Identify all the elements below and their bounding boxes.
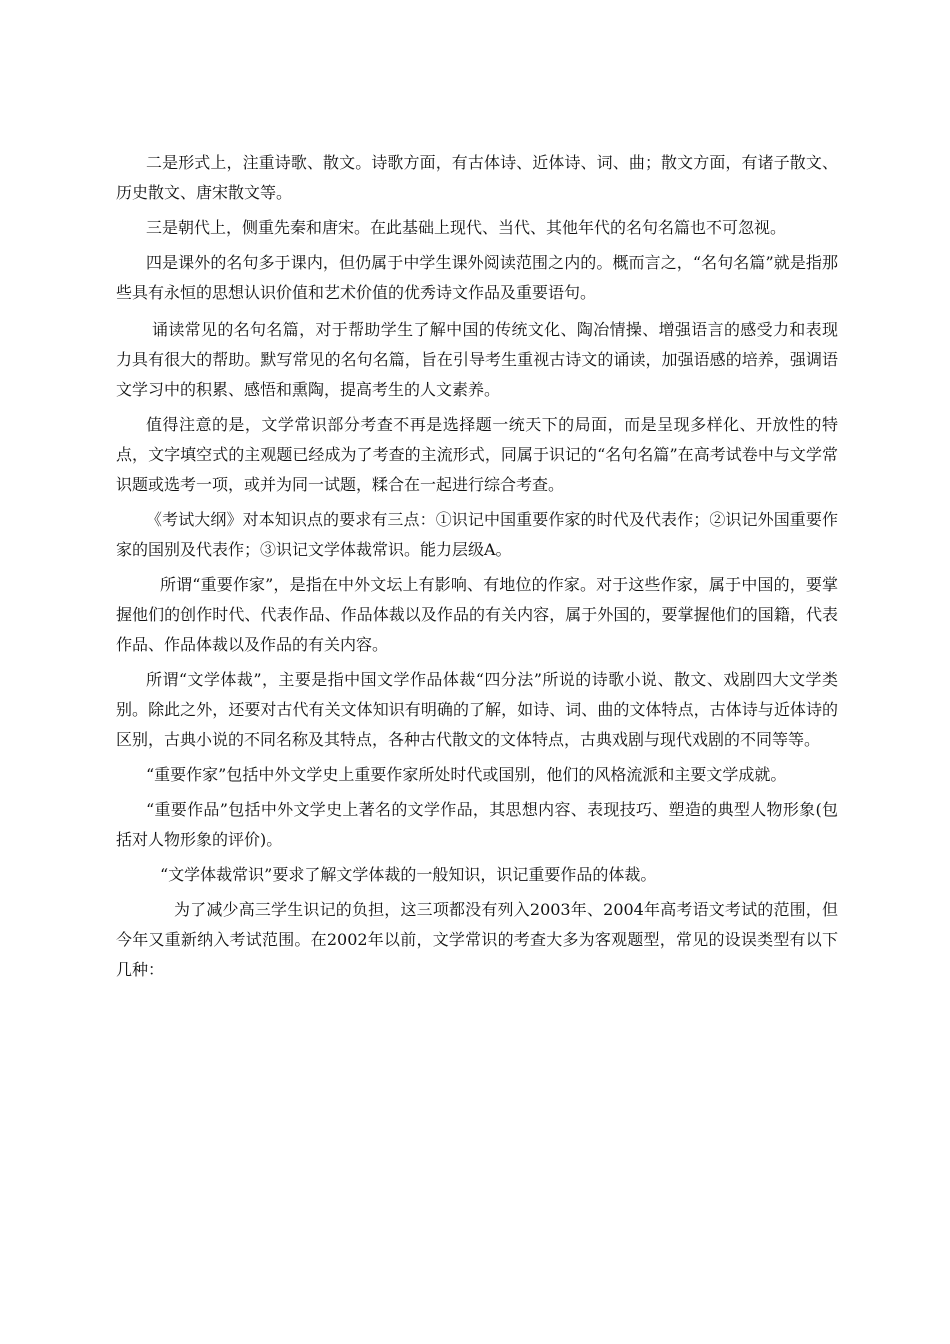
paragraph-extracurricular: 四是课外的名句多于课内，但仍属于中学生课外阅读范围之内的。概而言之，“名句名篇”就是指那些具有永恒的思想认识价值和艺术价值的优秀诗文作品及重要语句。 bbox=[116, 253, 838, 302]
document-body bbox=[116, 148, 838, 985]
paragraph-literary-genres: 所谓“文学体裁”，主要是指中国文学作品体裁“四分法”所说的诗歌小说、散文、戏剧四大文学类别。除此之外，还要对古代有关文体知识有明确的了解，如诗、词、曲的文体特点，古体诗与近体诗的区别，古典小说的不同名称及其特点，各种古代散文的文体特点，古典戏剧与现代戏剧的不同等等。 bbox=[116, 670, 838, 749]
paragraph-exam-outline: 《考试大纲》对本知识点的要求有三点：①识记中国重要作家的时代及代表作；②识记外国重要作家的国别及代表作；③识记文学体裁常识。能力层级A。 bbox=[116, 510, 838, 559]
paragraph-recitation: 诵读常见的名句名篇，对于帮助学生了解中国的传统文化、陶冶情操、增强语言的感受力和表现力具有很大的帮助。默写常见的名句名篇，旨在引导考生重视古诗文的诵读，加强语感的培养，强调语文学习中的积累、感悟和熏陶，提高考生的人文素养。 bbox=[116, 320, 838, 399]
paragraph-works-scope: “重要作品”包括中外文学史上著名的文学作品，其思想内容、表现技巧、塑造的典型人物形象(包括对人物形象的评价)。 bbox=[116, 800, 838, 849]
paragraph-genre-knowledge: “文学体裁常识”要求了解文学体裁的一般知识，识记重要作品的体裁。 bbox=[160, 865, 657, 884]
paragraph-form-focus: 二是形式上，注重诗歌、散文。诗歌方面，有古体诗、近体诗、词、曲；散文方面，有诸子散文、历史散文、唐宋散文等。 bbox=[116, 153, 838, 202]
paragraph-exam-history: 为了减少高三学生识记的负担，这三项都没有列入2003年、2004年高考语文考试的范围，但今年又重新纳入考试范围。在2002年以前，文学常识的考查大多为客观题型，常见的设误类型有以下几种： bbox=[116, 900, 838, 979]
paragraph-important-authors: 所谓“重要作家”，是指在中外文坛上有影响、有地位的作家。对于这些作家，属于中国的，要掌握他们的创作时代、代表作品、作品体裁以及作品的有关内容，属于外国的，要掌握他们的国籍，代表作品、作品体裁以及作品的有关内容。 bbox=[116, 575, 838, 654]
paragraph-notable-point: 值得注意的是，文学常识部分考查不再是选择题一统天下的局面，而是呈现多样化、开放性的特点，文字填空式的主观题已经成为了考查的主流形式，同属于识记的“名句名篇”在高考试卷中与文学常识题或选考一项，或并为同一试题，糅合在一起进行综合考查。 bbox=[116, 415, 838, 494]
paragraph-authors-scope: “重要作家”包括中外文学史上重要作家所处时代或国别，他们的风格流派和主要文学成就。 bbox=[146, 765, 787, 784]
paragraph-dynasty-focus: 三是朝代上，侧重先秦和唐宋。在此基础上现代、当代、其他年代的名句名篇也不可忽视。 bbox=[146, 218, 787, 237]
